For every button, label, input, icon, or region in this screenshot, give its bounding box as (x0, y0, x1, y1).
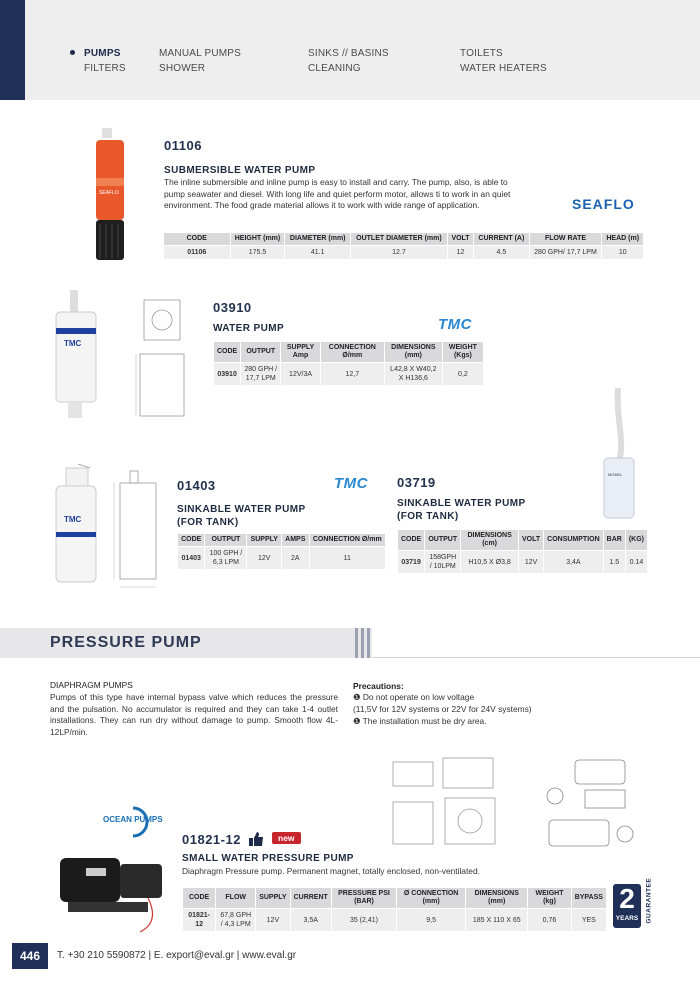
guarantee-years: 2 (619, 883, 635, 914)
table-row (214, 363, 484, 386)
cell: 175.5 (230, 246, 285, 260)
cell: 1.5 (603, 551, 625, 574)
cell: 01403 (178, 547, 205, 570)
footer-contact: T. +30 210 5590872 | E. export@eval.gr | www.eval.gr (57, 950, 297, 961)
section-title: PRESSURE PUMP (50, 634, 202, 651)
cell: 10 (602, 246, 644, 260)
precautions-heading: Precautions: (353, 681, 404, 691)
table-row (164, 246, 644, 260)
cell: 280 GPH / 17,7 LPM (241, 363, 281, 386)
product-code-03719: 03719 (397, 475, 436, 490)
guarantee-label: GUARANTEE (645, 877, 653, 924)
col-header: WEIGHT (kg) (528, 888, 571, 909)
tmc-logo: TMC (334, 475, 368, 492)
spec-table-01403 (178, 534, 386, 569)
cell: 2A (282, 547, 309, 570)
cell: 12V (247, 547, 282, 570)
cell: 12,7 (320, 363, 384, 386)
col-header: DIAMETER (mm) (285, 233, 351, 246)
col-header: AMPS (282, 534, 309, 547)
diaphragm-text: Pumps of this type have internal bypass valve which reduces the pressure and the pulsation. No accumulator is required and they can take 1-4 outlet installations. They can run dry without damage to pump. Smooth flow 4L-12LP/min. (50, 692, 338, 737)
col-header: HEIGHT (mm) (230, 233, 285, 246)
cell: 35 (2,41) (331, 909, 396, 932)
product-title-01106: SUBMERSIBLE WATER PUMP (164, 165, 316, 176)
col-header: CODE (164, 233, 230, 246)
guarantee-years-word: YEARS (615, 915, 639, 922)
col-header: CODE (398, 530, 425, 551)
cell: 100 GPH / 6,3 LPM (205, 547, 247, 570)
sinkable-pump-01403-image (50, 464, 104, 594)
pressure-pump-01821-image (50, 838, 178, 938)
col-header: VOLT (519, 530, 544, 551)
ocean-pumps-wordmark: OCEAN PUMPS (103, 815, 163, 824)
product-title-01403: SINKABLE WATER PUMP (FOR TANK) (177, 504, 306, 528)
col-header: (KG) (625, 530, 647, 551)
nav-pumps[interactable]: PUMPS (84, 48, 121, 59)
active-bullet-icon (70, 50, 75, 55)
col-header: CURRENT (290, 888, 331, 909)
nav-water-heaters[interactable]: WATER HEATERS (460, 63, 547, 74)
section-stripes (353, 628, 373, 658)
col-header: PRESSURE PSI (BAR) (331, 888, 396, 909)
nav-sinks-basins[interactable]: SINKS // BASINS (308, 48, 389, 59)
col-header: OUTPUT (205, 534, 247, 547)
page-number: 446 (12, 943, 48, 969)
cell: 0,76 (528, 909, 571, 932)
cell: 01821-12 (183, 909, 216, 932)
nav-cleaning[interactable]: CLEANING (308, 63, 361, 74)
cell: 3,4A (544, 551, 604, 574)
cell: L42,8 X W40,2 X H136,6 (384, 363, 442, 386)
header-accent-bar (0, 0, 25, 100)
tmc-logo: TMC (438, 316, 472, 333)
col-header: CODE (183, 888, 216, 909)
svg-text:TMC: TMC (64, 339, 82, 348)
col-header: CURRENT (A) (474, 233, 529, 246)
precaution-item: ❶ Do not operate on low voltage (353, 692, 475, 702)
cell: 12V (256, 909, 290, 932)
col-header: DIMENSIONS (mm) (466, 888, 528, 909)
cell: 12V (519, 551, 544, 574)
cell: 12.7 (350, 246, 447, 260)
nav-shower[interactable]: SHOWER (159, 63, 206, 74)
col-header: WEIGHT (Kgs) (442, 342, 483, 363)
product-title-03719: SINKABLE WATER PUMP (FOR TANK) (397, 498, 526, 522)
nav-manual-pumps[interactable]: MANUAL PUMPS (159, 48, 242, 59)
table-row (398, 551, 648, 574)
nav-toilets[interactable]: TOILETS (460, 48, 503, 59)
product-desc-01106: The inline submersible and inline pump is easy to install and carry. The pump, also, is able to pump seawater and diesel. With long life and quiet perform motor, allows ti to work in an quiet environment. The food grade material allows it to work with wide range of application. (164, 177, 511, 210)
cell: 41.1 (285, 246, 351, 260)
cell: 0,2 (442, 363, 483, 386)
cell: 3,5A (290, 909, 331, 932)
spec-table-03910 (214, 342, 484, 385)
svg-text:TMC: TMC (64, 515, 82, 524)
submersible-pump-image (88, 128, 132, 268)
cell: 4.5 (474, 246, 529, 260)
col-header: SUPPLY (247, 534, 282, 547)
col-header: DIMENSIONS (cm) (461, 530, 519, 551)
product-code-01821: 01821-12 (182, 832, 241, 847)
cell: 12 (447, 246, 473, 260)
cell: 280 GPH/ 17,7 LPM (529, 246, 602, 260)
col-header: DIMENSIONS (mm) (384, 342, 442, 363)
technical-drawing-01403 (108, 465, 164, 593)
cell: 03910 (214, 363, 241, 386)
spec-table-01106 (164, 233, 644, 259)
col-header: CONNECTION Ø/mm (320, 342, 384, 363)
sinkable-pump-03719-image (590, 388, 650, 528)
cell: 12V/3A (281, 363, 321, 386)
col-header: FLOW (216, 888, 256, 909)
cell: 185 X 110 X 65 (466, 909, 528, 932)
cell: 0.14 (625, 551, 647, 574)
seaflo-logo: SEAFLO (572, 196, 635, 212)
col-header: VOLT (447, 233, 473, 246)
product-code-03910: 03910 (213, 300, 252, 315)
svg-text:SEAFLO: SEAFLO (99, 190, 119, 196)
precaution-item: (11,5V for 12V systems or 22V for 24V systems) (353, 704, 532, 714)
col-header: Ø CONNECTION (mm) (397, 888, 466, 909)
product-code-01403: 01403 (177, 478, 216, 493)
diaphragm-heading: DIAPHRAGM PUMPS (50, 680, 133, 690)
col-header: SUPPLY (256, 888, 290, 909)
spec-table-03719 (398, 530, 648, 573)
cell: 11 (309, 547, 385, 570)
spec-table-01821 (183, 888, 607, 931)
cell: H10,5 X Ø3,8 (461, 551, 519, 574)
thumbs-up-icon (248, 831, 264, 847)
cell: 67,8 GPH / 4,3 LPM (216, 909, 256, 932)
water-pump-03910-image (50, 290, 104, 420)
col-header: BYPASS (571, 888, 606, 909)
exploded-view-diagram (525, 750, 645, 860)
pressure-pump-diagram (383, 752, 513, 857)
product-desc-01821: Diaphragm Pressure pump. Permanent magnet, totally enclosed, non-ventilated. (182, 866, 480, 876)
col-header: CONSUMPTION (544, 530, 604, 551)
table-row (178, 547, 386, 570)
new-badge: new (272, 832, 301, 844)
cell: 9,5 (397, 909, 466, 932)
col-header: CODE (214, 342, 241, 363)
col-header: FLOW RATE (529, 233, 602, 246)
col-header: CODE (178, 534, 205, 547)
product-title-01821: SMALL WATER PRESSURE PUMP (182, 853, 354, 864)
svg-text:MODEL: MODEL (608, 472, 623, 477)
cell: 03719 (398, 551, 425, 574)
nav-filters[interactable]: FILTERS (84, 63, 126, 74)
precaution-item: ❶ The installation must be dry area. (353, 716, 487, 726)
col-header: SUPPLY Amp (281, 342, 321, 363)
cell: 158GPH / 10LPM (425, 551, 461, 574)
product-code-01106: 01106 (164, 138, 202, 153)
section-divider (372, 657, 700, 658)
col-header: CONNECTION Ø/mm (309, 534, 385, 547)
col-header: OUTPUT (425, 530, 461, 551)
table-row (183, 909, 607, 932)
technical-drawing-03910 (130, 296, 192, 424)
col-header: OUTLET DIAMETER (mm) (350, 233, 447, 246)
cell: YES (571, 909, 606, 932)
product-title-03910: WATER PUMP (213, 323, 285, 334)
cell: 01106 (164, 246, 230, 260)
col-header: HEAD (m) (602, 233, 644, 246)
guarantee-badge (613, 877, 657, 928)
col-header: OUTPUT (241, 342, 281, 363)
col-header: BAR (603, 530, 625, 551)
